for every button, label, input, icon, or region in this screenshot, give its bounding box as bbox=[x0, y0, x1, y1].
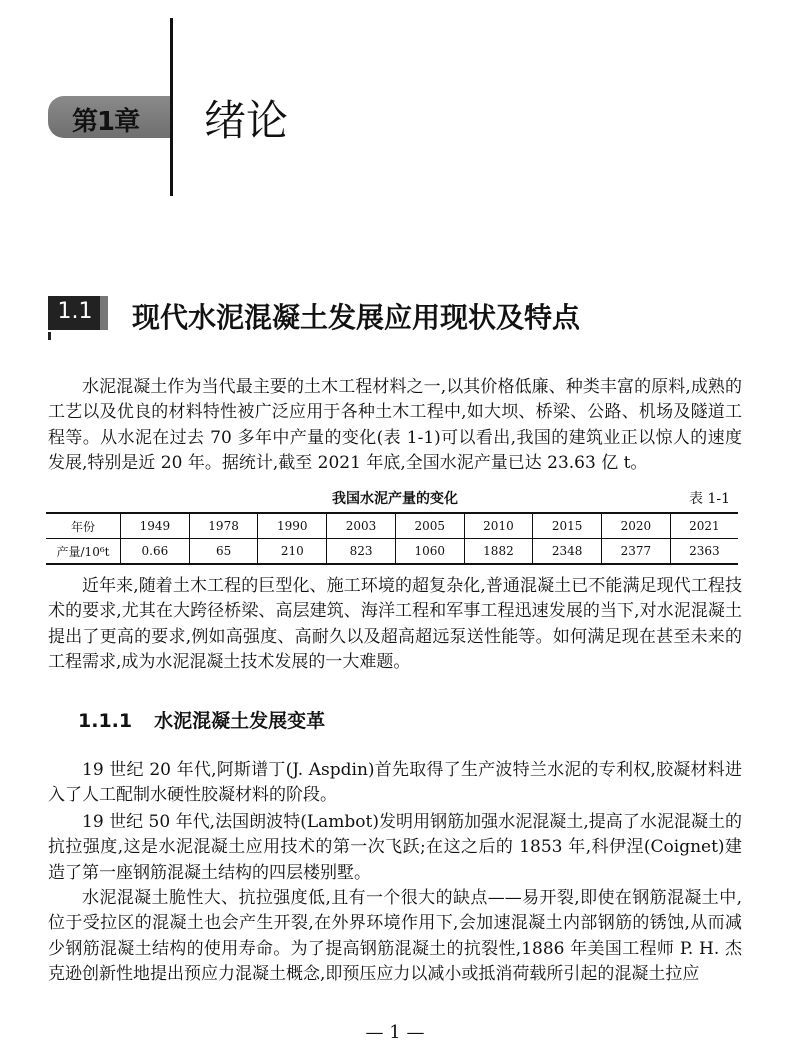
table-row-output bbox=[46, 539, 738, 565]
table-cell: 2010 bbox=[464, 513, 533, 539]
cement-output-table bbox=[46, 512, 738, 565]
paragraph-intro: 水泥混凝土作为当代最主要的土木工程材料之一,以其价格低廉、种类丰富的原料,成熟的工艺以及优良的材料特性被广泛应用于各种土木工程中,如大坝、桥梁、公路、机场及隧道工程等。从水泥在过去 70 多年中产量的变化(表 1-1)可以看出,我国的建筑业正以惊人的速度发展,特别是近 20 年。据统计,截至 2021 年底,全国水泥产量已达 23.63 亿 t。 bbox=[48, 377, 742, 473]
section-underline bbox=[48, 332, 61, 340]
table-number: 表 1-1 bbox=[689, 491, 730, 507]
table-cell: 2005 bbox=[395, 513, 464, 539]
table-cell: 2021 bbox=[670, 513, 738, 539]
table-row-years bbox=[46, 513, 738, 539]
table-cell: 2377 bbox=[602, 539, 671, 565]
row-header-year: 年份 bbox=[46, 513, 121, 539]
table-cell: 2003 bbox=[327, 513, 396, 539]
table-cell: 210 bbox=[258, 539, 327, 565]
table-title: 我国水泥产量的变化 bbox=[332, 491, 458, 507]
section-title: 现代水泥混凝土发展应用现状及特点 bbox=[132, 301, 581, 334]
paragraph-lambot: 19 世纪 50 年代,法国朗波特(Lambot)发明用钢筋加强水泥混凝土,提高了水泥混凝土的抗拉强度,这是水泥混凝土应用技术的第一次飞跃;在这之后的 1853 年,科伊涅(Coignet)建造了第一座钢筋混凝土结构的四层楼别墅。 bbox=[48, 812, 742, 883]
table-cell: 1978 bbox=[189, 513, 258, 539]
table-cell: 2020 bbox=[602, 513, 671, 539]
table-cell: 823 bbox=[327, 539, 396, 565]
table-cell: 2363 bbox=[670, 539, 738, 565]
paragraph-aspdin: 19 世纪 20 年代,阿斯谱丁(J. Aspdin)首先取得了生产波特兰水泥的专利权,胶凝材料进入了人工配制水硬性胶凝材料的阶段。 bbox=[48, 760, 742, 806]
table-cell: 65 bbox=[189, 539, 258, 565]
table-cell: 2348 bbox=[533, 539, 602, 565]
table-cell: 1882 bbox=[464, 539, 533, 565]
row-header-output: 产量/10⁶t bbox=[56, 544, 110, 559]
chapter-title: 绪论 bbox=[204, 96, 289, 145]
section-heading bbox=[48, 296, 748, 340]
section-number: 1.1 bbox=[57, 299, 93, 324]
chapter-label: 第1章 bbox=[72, 107, 140, 137]
subsection-heading bbox=[78, 706, 325, 733]
header-vertical-rule bbox=[170, 18, 173, 196]
table-cell: 0.66 bbox=[121, 539, 190, 565]
page-number: — 1 — bbox=[365, 1022, 425, 1043]
paragraph-demands: 近年来,随着土木工程的巨型化、施工环境的超复杂化,普通混凝土已不能满足现代工程技术的要求,尤其在大跨径桥梁、高层建筑、海洋工程和军事工程迅速发展的当下,对水泥混凝土提出了更高的要求,例如高强度、高耐久以及超高超远泵送性能等。如何满足现在甚至未来的工程需求,成为水泥混凝土技术发展的一大难题。 bbox=[48, 576, 742, 672]
subsection-number: 1.1.1 bbox=[78, 710, 133, 732]
table-cell: 1949 bbox=[121, 513, 190, 539]
table-cell: 2015 bbox=[533, 513, 602, 539]
table-cell: 1060 bbox=[395, 539, 464, 565]
table-cell: 1990 bbox=[258, 513, 327, 539]
table-caption bbox=[48, 488, 742, 508]
subsection-title: 水泥混凝土发展变革 bbox=[154, 710, 326, 732]
paragraph-prestress: 水泥混凝土脆性大、抗拉强度低,且有一个很大的缺点——易开裂,即使在钢筋混凝土中,位于受拉区的混凝土也会产生开裂,在外界环境作用下,会加速混凝土内部钢筋的锈蚀,从而减少钢筋混凝土结构的使用寿命。为了提高钢筋混凝土的抗裂性,1886 年美国工程师 P. H. 杰克逊创新性地提出预应力混凝土概念,即预压应力以减小或抵消荷载所引起的混凝土拉应 bbox=[48, 888, 742, 984]
